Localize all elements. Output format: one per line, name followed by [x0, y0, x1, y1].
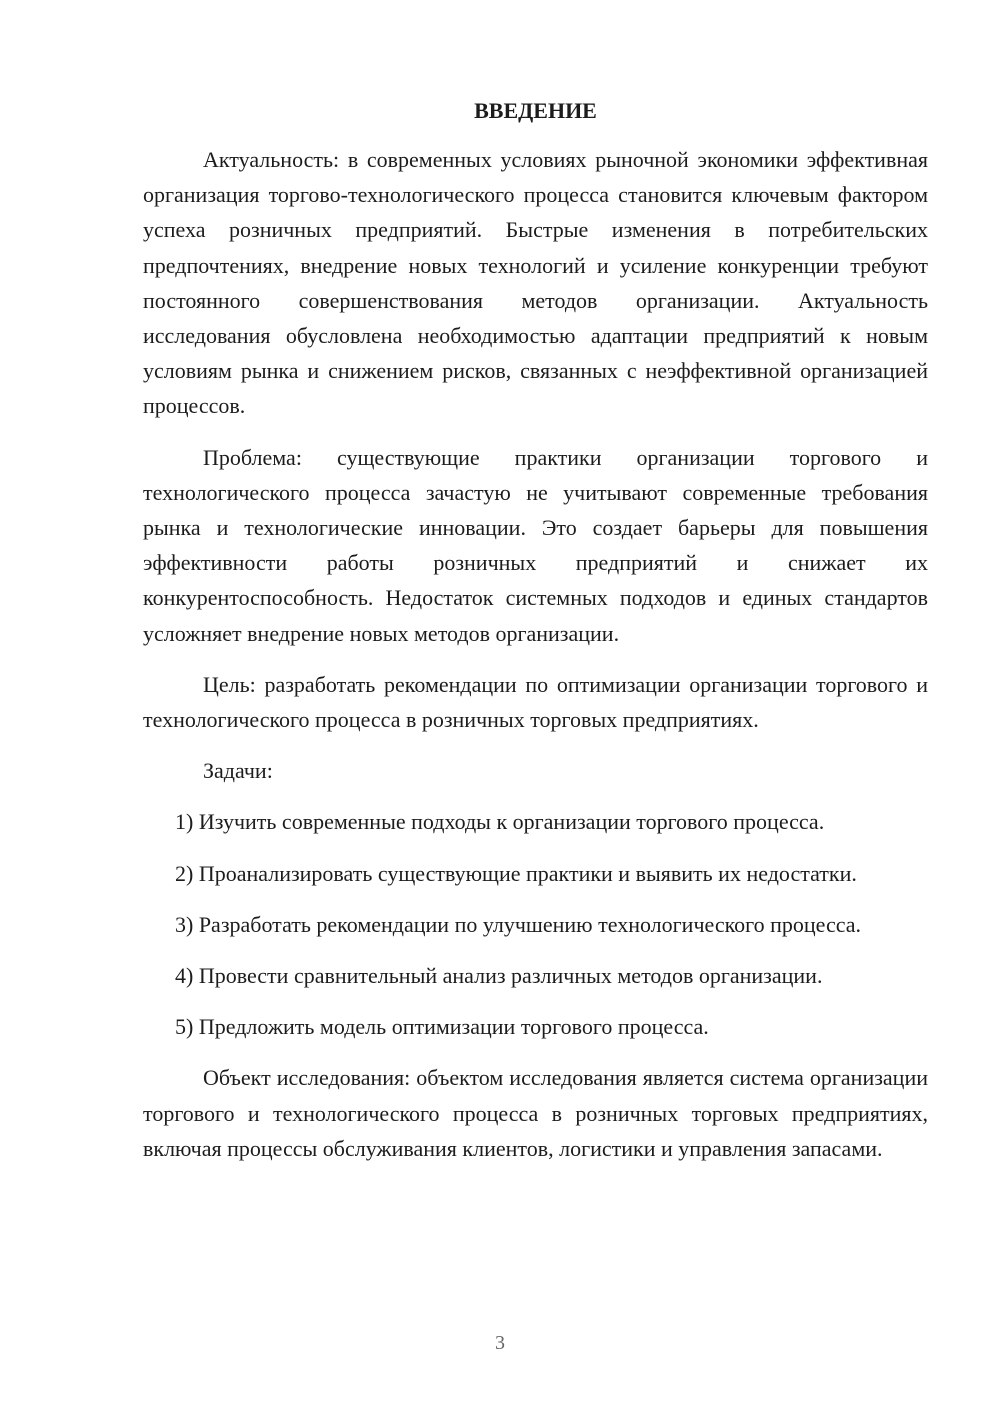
page-content — [143, 92, 928, 1166]
task-item-1: 1) Изучить современные подходы к организации торгового процесса. — [175, 809, 825, 835]
page-number: 3 — [495, 1332, 505, 1354]
page-title: ВВЕДЕНИЕ — [474, 98, 597, 123]
paragraph-relevance: Актуальность: в современных условиях рыночной экономики эффективная организация торгово-технологического процесса становится ключевым фактором успеха розничных предприятий. Быстрые изменения в потребительских предпочтениях, внедрение новых технологий и усиление конкуренции требуют постоянного совершенствования методов организации. Актуальность исследования обусловлена необходимостью адаптации предприятий к новым условиям рынка и снижением рисков, связанных с неэффективной организацией процессов. — [143, 147, 928, 419]
task-item-5: 5) Предложить модель оптимизации торгового процесса. — [175, 1014, 709, 1040]
paragraph-object: Объект исследования: объектом исследования является система организации торгового и технологического процесса в розничных торговых предприятиях, включая процессы обслуживания клиентов, логистики и управления запасами. — [143, 1065, 928, 1161]
tasks-heading: Задачи: — [203, 758, 273, 784]
paragraph-goal: Цель: разработать рекомендации по оптимизации организации торгового и технологического процесса в розничных торговых предприятиях. — [143, 671, 928, 733]
paragraph-problem: Проблема: существующие практики организации торгового и технологического процесса зачастую не учитывают современные требования рынка и технологические инновации. Это создает барьеры для повышения эффективности работы розничных предприятий и снижает их конкурентоспособность. Недостаток системных подходов и единых стандартов усложняет внедрение новых методов организации. — [143, 444, 928, 646]
task-item-4: 4) Провести сравнительный анализ различных методов организации. — [175, 963, 823, 989]
task-item-2: 2) Проанализировать существующие практики и выявить их недостатки. — [175, 860, 857, 886]
task-item-3: 3) Разработать рекомендации по улучшению технологического процесса. — [175, 911, 862, 937]
